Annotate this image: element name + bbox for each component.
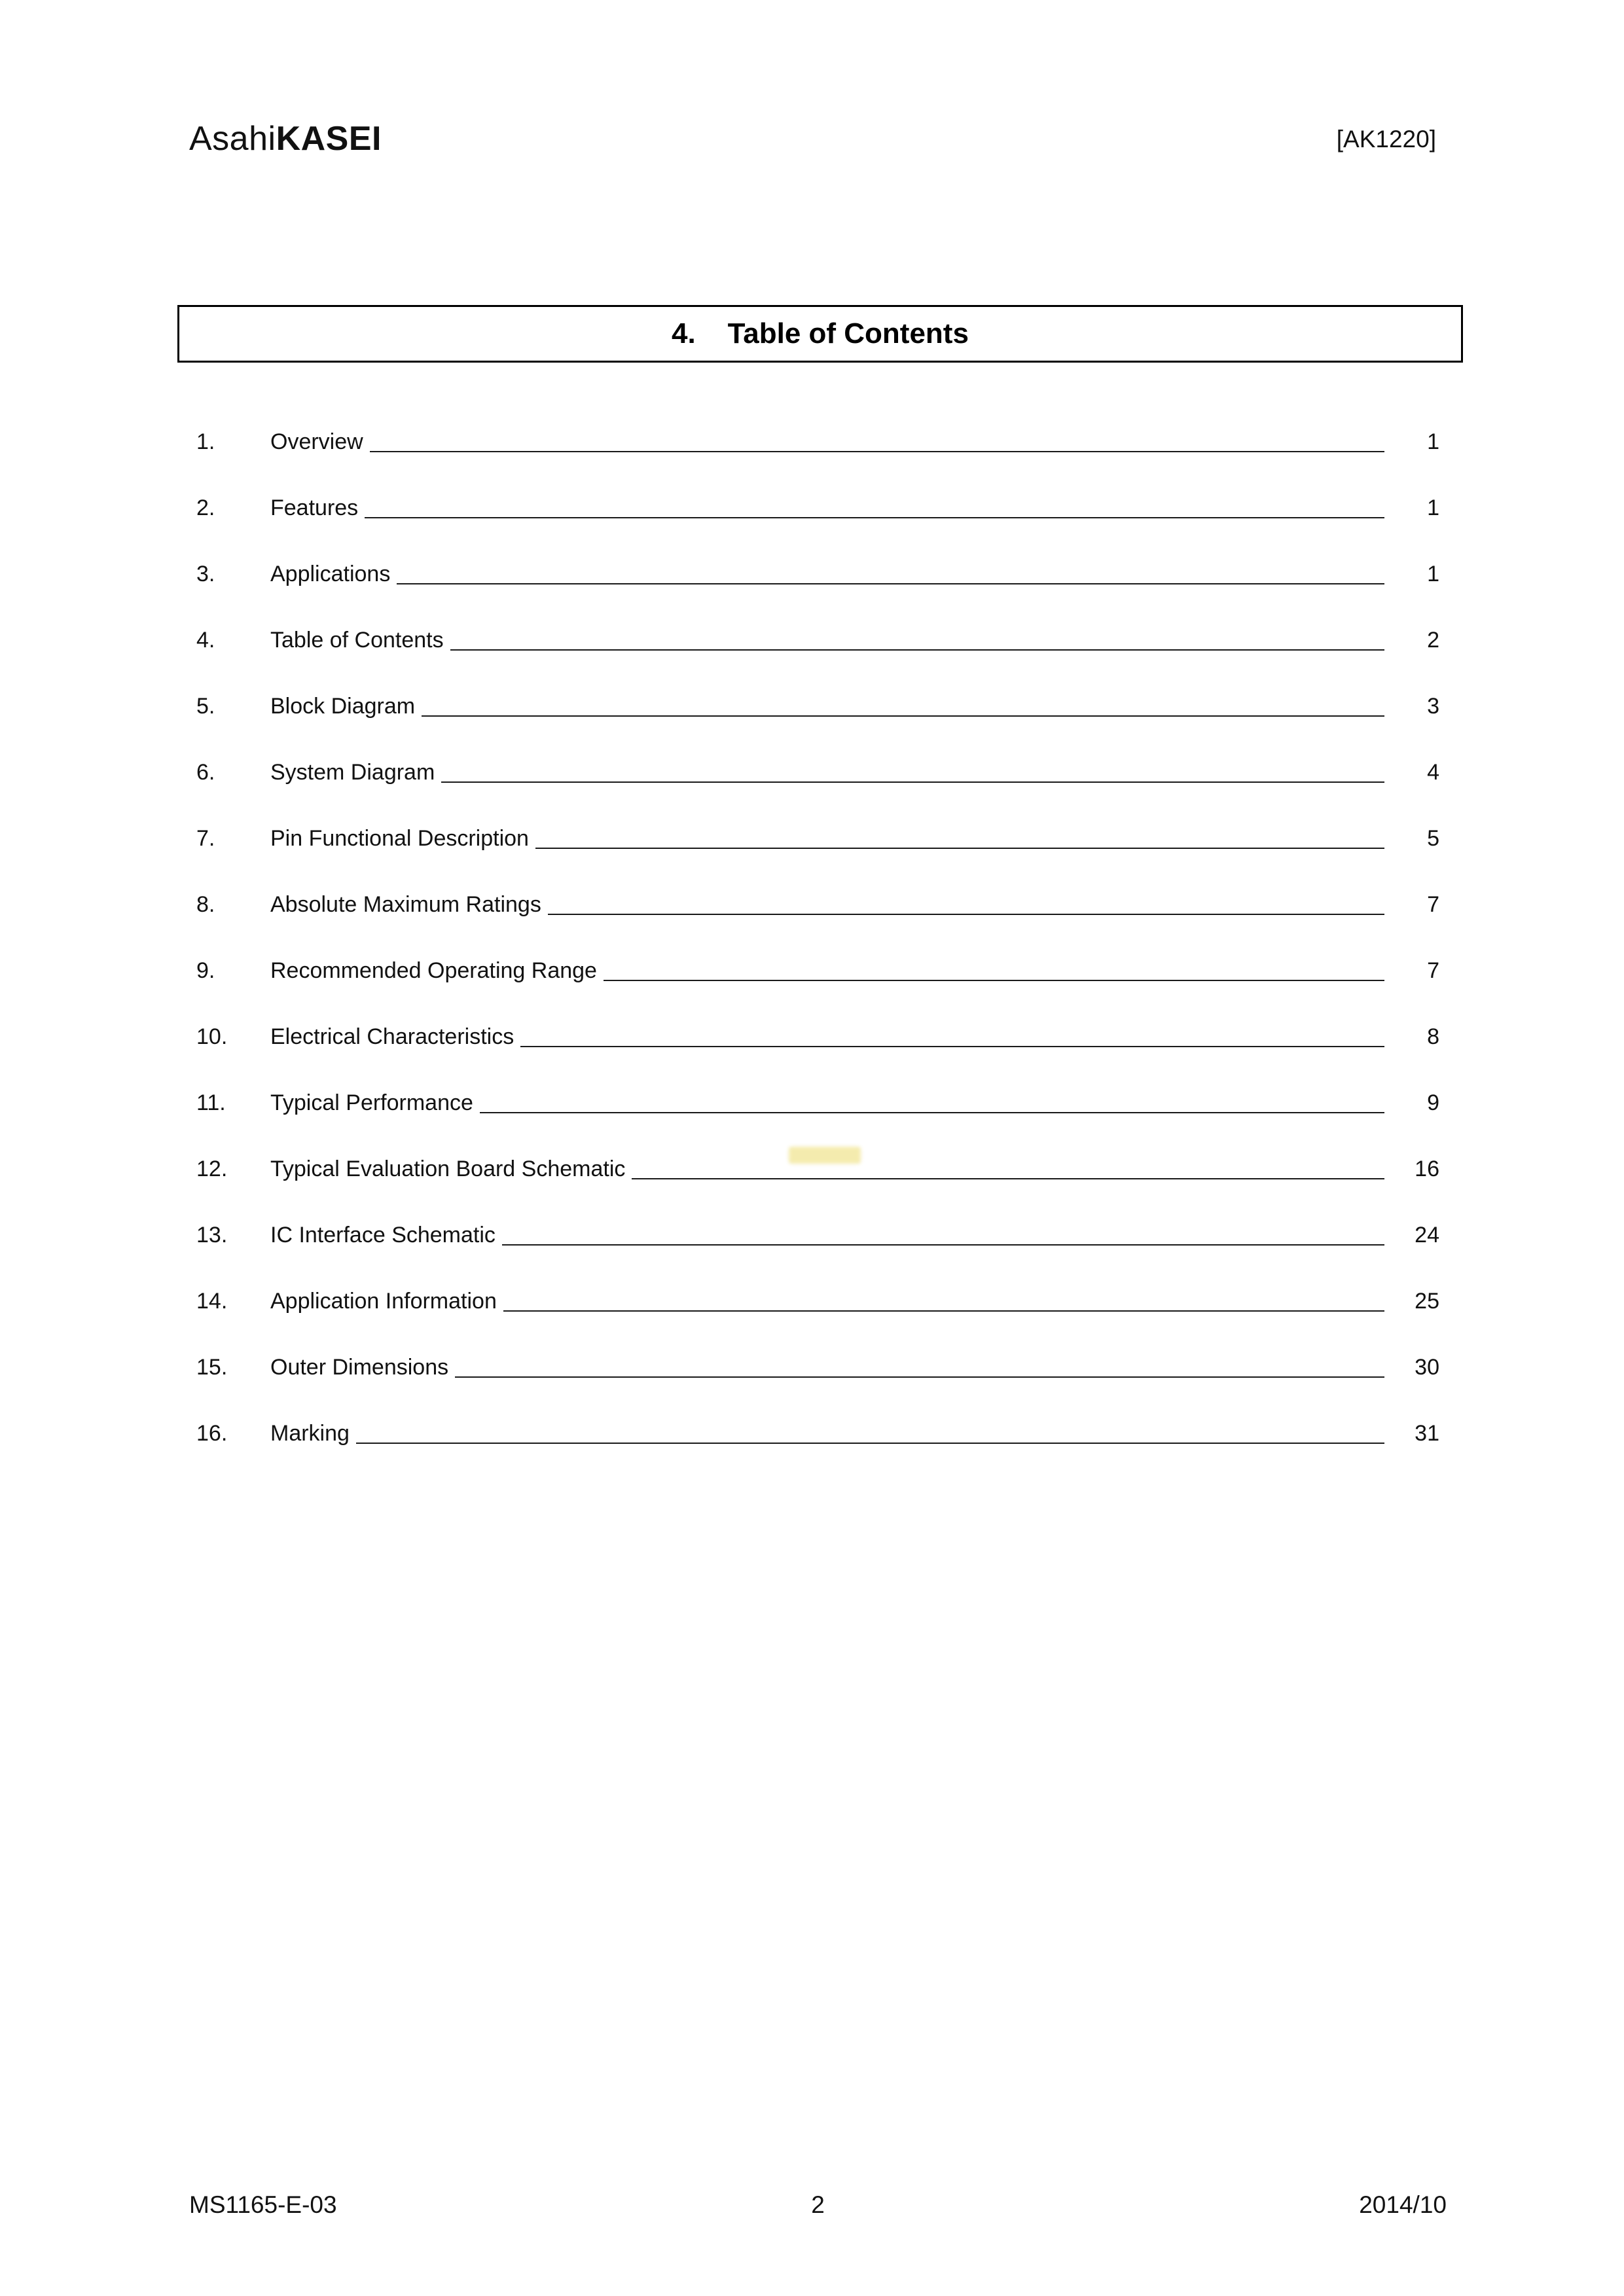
toc-entry-label: IC Interface Schematic xyxy=(270,1223,496,1247)
toc-leader-line xyxy=(548,914,1384,915)
toc-entry-page: 7 xyxy=(1427,958,1439,983)
toc-entry-page: 9 xyxy=(1427,1090,1439,1115)
toc-entry-number: 10. xyxy=(196,1024,228,1049)
watermark-artifact xyxy=(789,1147,861,1164)
toc-row xyxy=(196,431,1439,453)
toc-entry-number: 14. xyxy=(196,1289,228,1314)
footer-doc-number: MS1165-E-03 xyxy=(189,2191,337,2218)
toc-entry-label: Typical Performance xyxy=(270,1090,473,1115)
toc-leader-line xyxy=(365,517,1384,518)
toc-leader-line xyxy=(397,583,1384,584)
toc-leader-line xyxy=(535,848,1384,849)
toc-entry-number: 4. xyxy=(196,628,215,653)
toc-entry-page: 1 xyxy=(1427,429,1439,454)
toc-entry-number: 12. xyxy=(196,1157,228,1181)
section-title-box xyxy=(177,305,1463,363)
toc-row xyxy=(196,563,1439,585)
toc-leader-line xyxy=(370,451,1384,452)
toc-entry-number: 5. xyxy=(196,694,215,719)
toc-entry-number: 9. xyxy=(196,958,215,983)
toc-leader-line xyxy=(502,1244,1384,1246)
page-footer xyxy=(189,2191,1447,2219)
toc-entry-number: 2. xyxy=(196,495,215,520)
document-code: [AK1220] xyxy=(1336,126,1436,152)
section-title: 4. Table of Contents xyxy=(672,317,969,350)
toc-entry-label: Typical Evaluation Board Schematic xyxy=(270,1157,626,1181)
toc-row xyxy=(196,960,1439,982)
toc-entry-label: Recommended Operating Range xyxy=(270,958,597,983)
toc-row xyxy=(196,827,1439,850)
toc-row xyxy=(196,1224,1439,1246)
toc-entry-page: 25 xyxy=(1415,1289,1439,1314)
toc-leader-line xyxy=(422,715,1384,717)
toc-leader-line xyxy=(356,1443,1384,1444)
toc-entry-label: Outer Dimensions xyxy=(270,1355,449,1380)
toc-entry-label: Electrical Characteristics xyxy=(270,1024,514,1049)
toc-entry-label: Absolute Maximum Ratings xyxy=(270,892,541,917)
toc-entry-page: 2 xyxy=(1427,628,1439,653)
toc-entry-label: Overview xyxy=(270,429,363,454)
toc-entry-page: 30 xyxy=(1415,1355,1439,1380)
toc-entry-number: 13. xyxy=(196,1223,228,1247)
toc-row xyxy=(196,695,1439,717)
toc-row xyxy=(196,1026,1439,1048)
table-of-contents xyxy=(196,431,1439,1488)
logo-text-bold: KASEI xyxy=(276,120,382,158)
toc-entry-label: System Diagram xyxy=(270,760,435,785)
toc-entry-page: 7 xyxy=(1427,892,1439,917)
logo-text-light: Asahi xyxy=(189,120,276,158)
toc-entry-page: 1 xyxy=(1427,562,1439,586)
toc-entry-page: 31 xyxy=(1415,1421,1439,1446)
toc-leader-line xyxy=(503,1310,1384,1312)
toc-entry-page: 24 xyxy=(1415,1223,1439,1247)
company-logo xyxy=(189,119,382,158)
toc-row xyxy=(196,1092,1439,1114)
toc-entry-label: Marking xyxy=(270,1421,350,1446)
toc-entry-label: Features xyxy=(270,495,359,520)
toc-row xyxy=(196,1356,1439,1378)
footer-page-number: 2 xyxy=(811,2191,825,2218)
toc-entry-number: 11. xyxy=(196,1090,226,1115)
toc-leader-line xyxy=(450,649,1384,651)
toc-entry-label: Application Information xyxy=(270,1289,497,1314)
toc-entry-number: 7. xyxy=(196,826,215,851)
toc-entry-page: 3 xyxy=(1427,694,1439,719)
toc-entry-number: 6. xyxy=(196,760,215,785)
toc-row xyxy=(196,1290,1439,1312)
toc-leader-line xyxy=(520,1046,1384,1047)
toc-entry-page: 8 xyxy=(1427,1024,1439,1049)
toc-entry-page: 16 xyxy=(1415,1157,1439,1181)
toc-leader-line xyxy=(480,1112,1384,1113)
toc-entry-label: Table of Contents xyxy=(270,628,444,653)
toc-row xyxy=(196,1422,1439,1444)
toc-entry-number: 8. xyxy=(196,892,215,917)
toc-entry-number: 3. xyxy=(196,562,215,586)
toc-entry-page: 1 xyxy=(1427,495,1439,520)
toc-leader-line xyxy=(632,1178,1384,1179)
toc-row xyxy=(196,497,1439,519)
toc-row xyxy=(196,893,1439,916)
toc-leader-line xyxy=(455,1376,1384,1378)
toc-entry-label: Pin Functional Description xyxy=(270,826,529,851)
toc-entry-number: 16. xyxy=(196,1421,228,1446)
toc-row xyxy=(196,629,1439,651)
toc-entry-number: 15. xyxy=(196,1355,228,1380)
toc-row xyxy=(196,761,1439,783)
toc-leader-line xyxy=(604,980,1384,981)
toc-entry-page: 4 xyxy=(1427,760,1439,785)
toc-entry-label: Applications xyxy=(270,562,391,586)
toc-entry-page: 5 xyxy=(1427,826,1439,851)
toc-entry-label: Block Diagram xyxy=(270,694,416,719)
toc-entry-number: 1. xyxy=(196,429,215,454)
footer-date: 2014/10 xyxy=(1359,2191,1447,2218)
toc-leader-line xyxy=(441,781,1384,783)
